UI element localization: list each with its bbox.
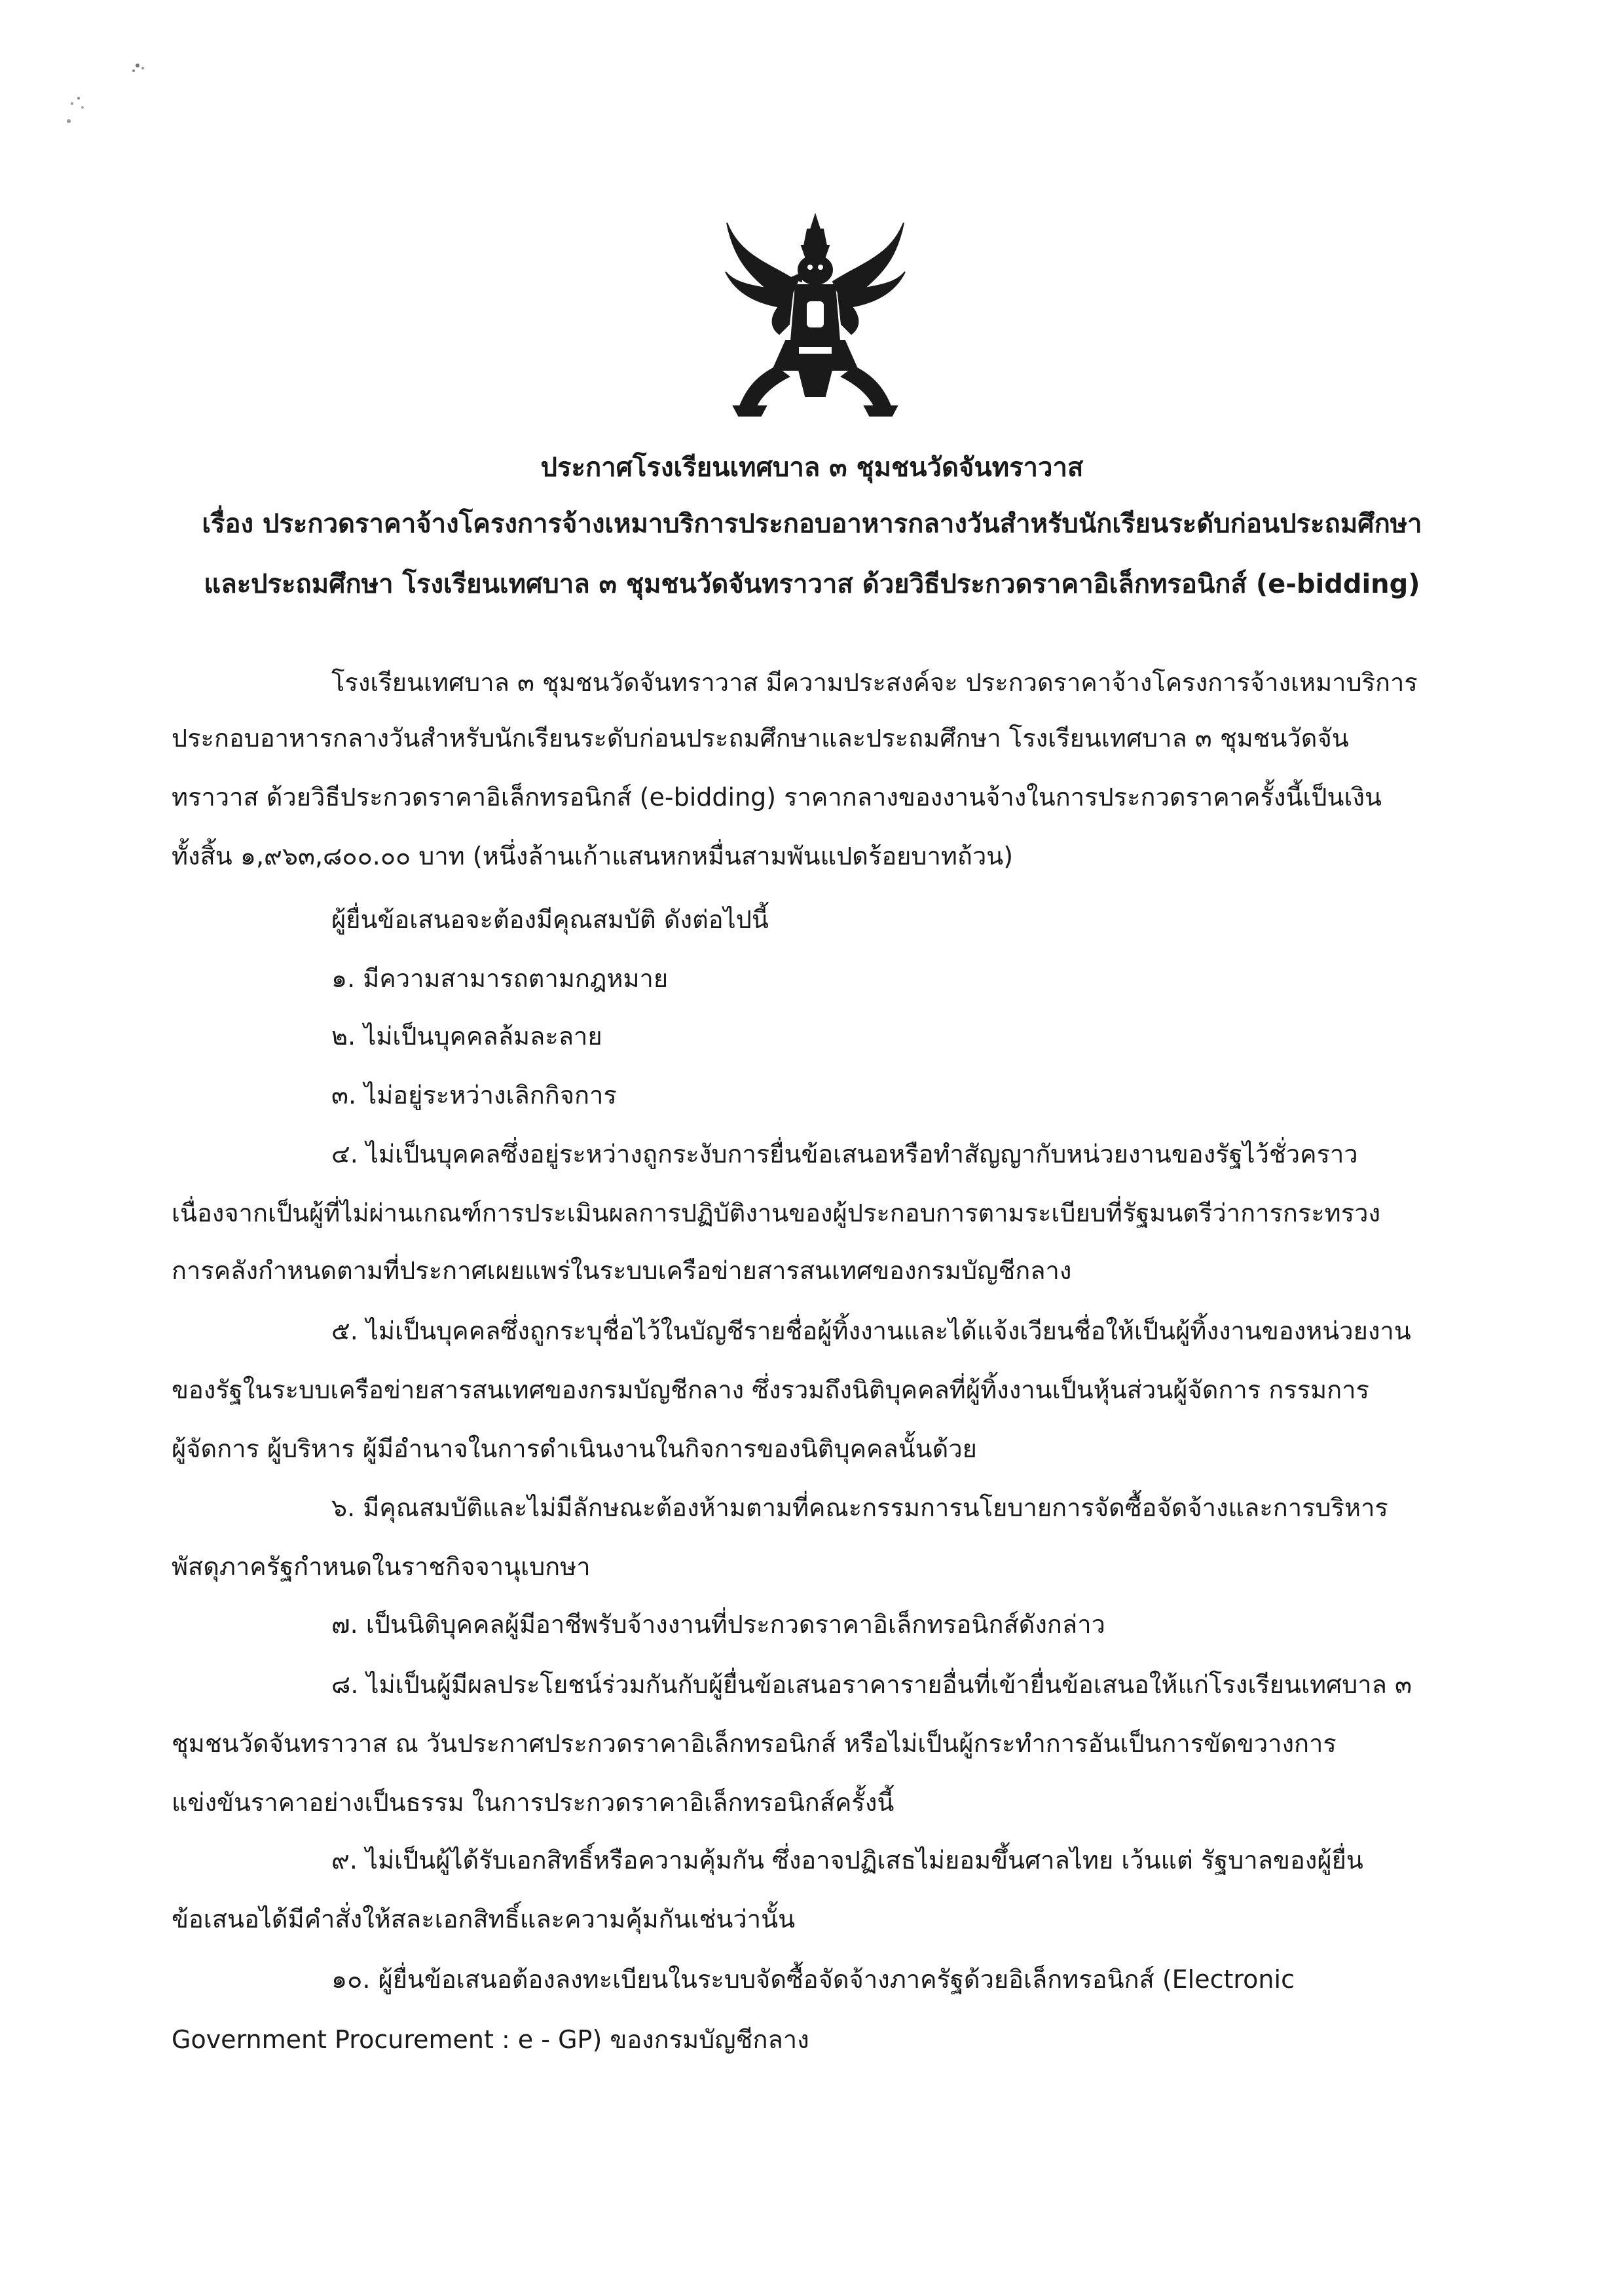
qualification-item-1: ๑. มีความสามารถตามกฎหมาย	[331, 964, 669, 993]
qualification-item-6: ๖. มีคุณสมบัติและไม่มีลักษณะต้องห้ามตามที่คณะกรรมการนโยบายการจัดซื้อจัดจ้างและการบริหาร	[331, 1493, 1388, 1522]
qualification-item-9: ๙. ไม่เป็นผู้ได้รับเอกสิทธิ์หรือความคุ้มกัน ซึ่งอาจปฏิเสธไม่ยอมขึ้นศาลไทย เว้นแต่ รัฐบาลของผู้ยื่น	[331, 1846, 1363, 1875]
qualification-item-7: ๗. เป็นนิติบุคคลผู้มีอาชีพรับจ้างงานที่ประกวดราคาอิเล็กทรอนิกส์ดังกล่าว	[331, 1610, 1105, 1639]
garuda-emblem-icon	[720, 210, 910, 426]
qualification-item-5-cont: ผู้จัดการ ผู้บริหาร ผู้มีอำนาจในการดำเนินงานในกิจการของนิติบุคคลนั้นด้วย	[172, 1434, 977, 1463]
qualifications-heading: ผู้ยื่นข้อเสนอจะต้องมีคุณสมบัติ ดังต่อไปนี้	[331, 905, 769, 934]
qualification-item-8-cont: แข่งขันราคาอย่างเป็นธรรม ในการประกวดราคาอิเล็กทรอนิกส์ครั้งนี้	[172, 1788, 895, 1817]
qualification-item-5-cont: ของรัฐในระบบเครือข่ายสารสนเทศของกรมบัญชีกลาง ซึ่งรวมถึงนิติบุคคลที่ผู้ทิ้งงานเป็นหุ้นส่วนผู้จัดการ กรรมการ	[172, 1375, 1369, 1404]
qualification-item-6-cont: พัสดุภาครัฐกำหนดในราชกิจจานุเบกษา	[172, 1552, 591, 1581]
qualification-item-8: ๘. ไม่เป็นผู้มีผลประโยชน์ร่วมกันกับผู้ยื่นข้อเสนอราคารายอื่นที่เข้ายื่นข้อเสนอให้แก่โรงเรียนเทศบาล ๓	[331, 1670, 1412, 1699]
qualification-item-8-cont: ชุมชนวัดจันทราวาส ณ วันประกาศประกวดราคาอิเล็กทรอนิกส์ หรือไม่เป็นผู้กระทำการอันเป็นการขัดขวางการ	[172, 1729, 1337, 1758]
qualification-item-4: ๔. ไม่เป็นบุคคลซึ่งอยู่ระหว่างถูกระงับการยื่นข้อเสนอหรือทำสัญญากับหน่วยงานของรัฐไว้ชั่วคราว	[331, 1140, 1358, 1168]
scan-noise-specks	[39, 39, 170, 144]
subject-line: เรื่อง ประกวดราคาจ้างโครงการจ้างเหมาบริการประกอบอาหารกลางวันสำหรับนักเรียนระดับก่อนประถมศึกษา	[202, 509, 1422, 539]
announcement-title: ประกาศโรงเรียนเทศบาล ๓ ชุมชนวัดจันทราวาส	[540, 453, 1084, 483]
qualification-item-3: ๓. ไม่อยู่ระหว่างเลิกกิจการ	[331, 1081, 617, 1110]
intro-line-3: ทราวาส ด้วยวิธีประกวดราคาอิเล็กทรอนิกส์ (e-bidding) ราคากลางของงานจ้างในการประกวดราคาครั้งนี้เป็นเงิน	[172, 783, 1382, 812]
intro-line-1: โรงเรียนเทศบาล ๓ ชุมชนวัดจันทราวาส มีความประสงค์จะ ประกวดราคาจ้างโครงการจ้างเหมาบริการ	[331, 668, 1418, 697]
intro-line-4: ทั้งสิ้น ๑,๙๖๓,๘๐๐.๐๐ บาท (หนึ่งล้านเก้าแสนหกหมื่นสามพันแปดร้อยบาทถ้วน)	[172, 842, 1014, 870]
qualification-item-9-cont: ข้อเสนอได้มีคำสั่งให้สละเอกสิทธิ์และความคุ้มกันเช่นว่านั้น	[172, 1905, 796, 1933]
qualification-item-10: ๑๐. ผู้ยื่นข้อเสนอต้องลงทะเบียนในระบบจัดซื้อจัดจ้างภาครัฐด้วยอิเล็กทรอนิกส์ (Electronic	[331, 1965, 1295, 1994]
qualification-item-5: ๕. ไม่เป็นบุคคลซึ่งถูกระบุชื่อไว้ในบัญชีรายชื่อผู้ทิ้งงานและได้แจ้งเวียนชื่อให้เป็นผู้ทิ้งงานของหน่วยงาน	[331, 1316, 1411, 1345]
qualification-item-10-cont: Government Procurement : e - GP) ของกรมบัญชีกลาง	[172, 2025, 809, 2054]
intro-line-2: ประกอบอาหารกลางวันสำหรับนักเรียนระดับก่อนประถมศึกษาและประถมศึกษา โรงเรียนเทศบาล ๓ ชุมชนวัดจัน	[172, 724, 1349, 753]
qualification-item-2: ๒. ไม่เป็นบุคคลล้มละลาย	[331, 1022, 602, 1051]
subject-line-continued: และประถมศึกษา โรงเรียนเทศบาล ๓ ชุมชนวัดจันทราวาส ด้วยวิธีประกวดราคาอิเล็กทรอนิกส์ (e-bidding)	[204, 569, 1420, 599]
qualification-item-4-cont: เนื่องจากเป็นผู้ที่ไม่ผ่านเกณฑ์การประเมินผลการปฏิบัติงานของผู้ประกอบการตามระเบียบที่รัฐมนตรีว่าการกระทรวง	[172, 1199, 1381, 1227]
qualification-item-4-cont: การคลังกำหนดตามที่ประกาศเผยแพร่ในระบบเครือข่ายสารสนเทศของกรมบัญชีกลาง	[172, 1256, 1072, 1285]
